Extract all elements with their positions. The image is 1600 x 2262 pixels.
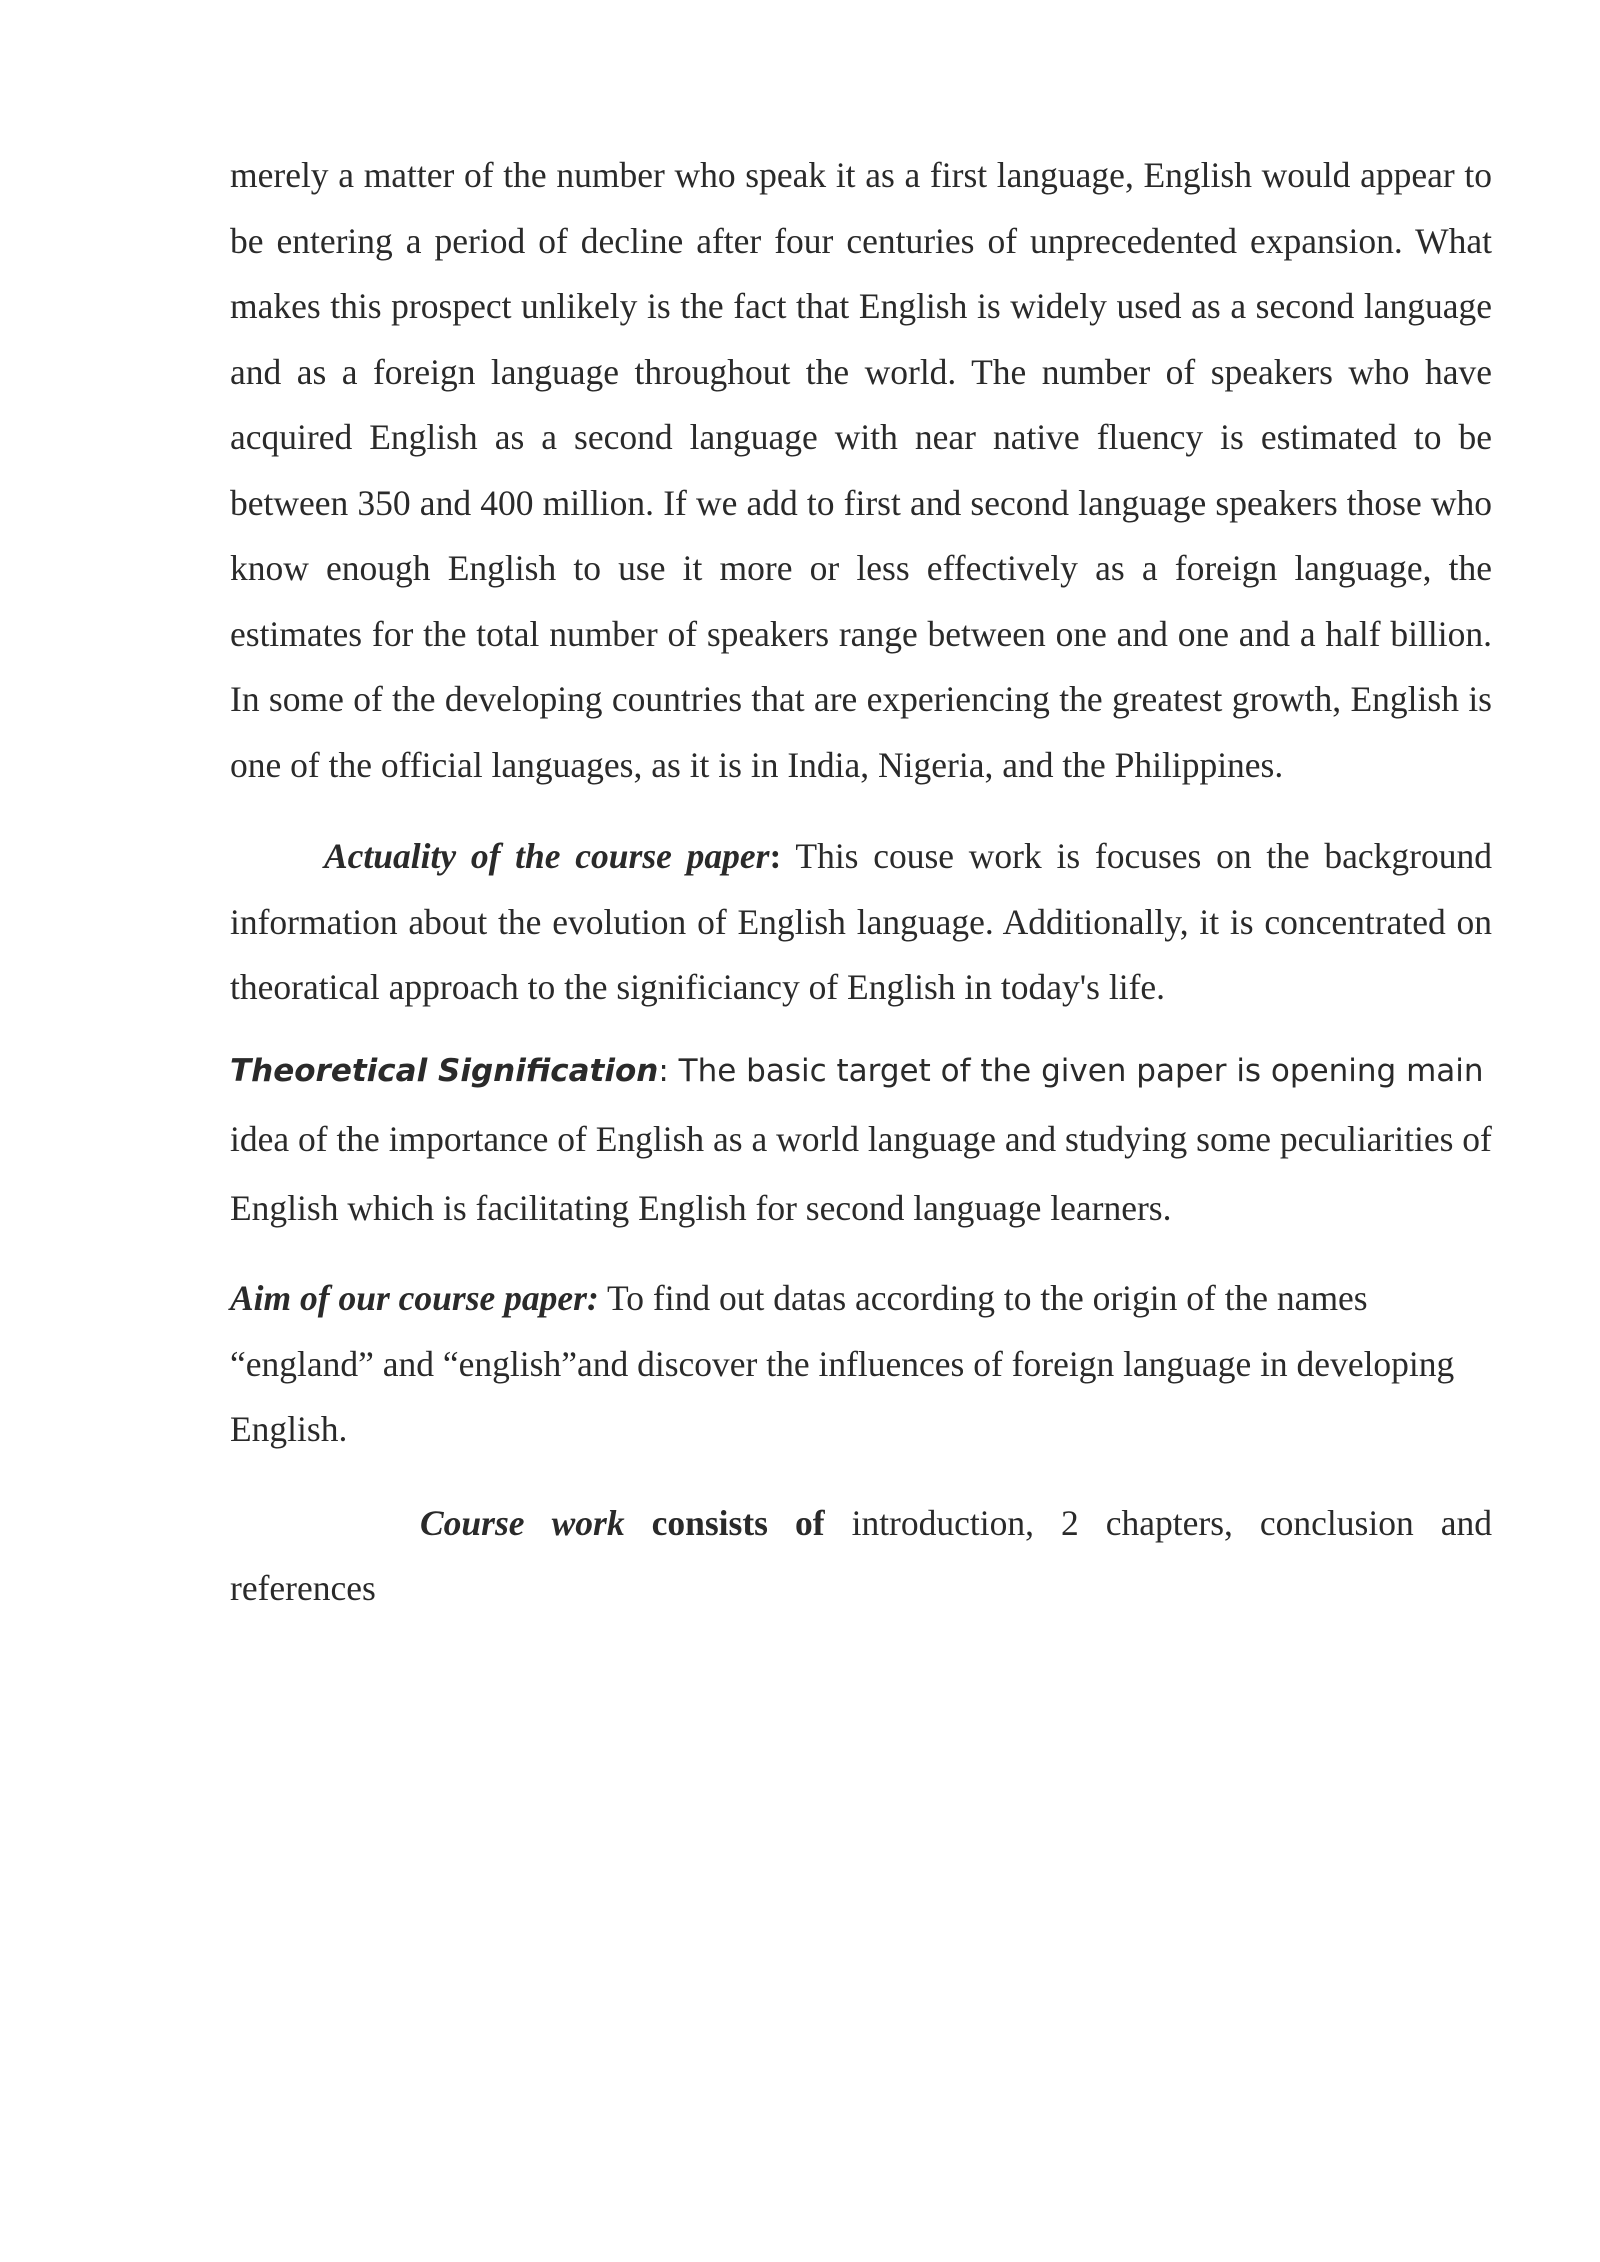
actuality-text: This couse work is focuses on the background information about the evolution of English language. Additionally, it is concentrated on theoratical approach to the significiancy of English in today's life. <box>230 836 1493 1007</box>
aim-text: To find out datas according to the origin of the names “england” and “english”and discover the influences of foreign language in developing English. <box>230 1278 1455 1449</box>
document-body <box>230 143 1492 1622</box>
actuality-paragraph <box>230 824 1492 1021</box>
structure-heading-bold: consists of <box>624 1502 825 1543</box>
intro-paragraph-text: merely a matter of the number who speak it as a first language, English would appear to be entering a period of decline after four centuries of unprecedented expansion. What makes this prospect unlikely is the fact that English is widely used as a second language and as a foreign language throughout the world. The number of speakers who have acquired English as a second language with near native fluency is estimated to be between 350 and 400 million. If we add to first and second language speakers those who know enough English to use it more or less effectively as a foreign language, the estimates for the total number of speakers range between one and one and a half billion. In some of the developing countries that are experiencing the greatest growth, English is one of the official languages, as it is in India, Nigeria, and the Philippines. <box>230 155 1492 785</box>
actuality-heading: Actuality of the course paper <box>324 836 770 876</box>
structure-heading-italic: Course work <box>420 1502 625 1543</box>
aim-paragraph <box>230 1266 1492 1463</box>
theoretical-colon: : <box>658 1052 669 1089</box>
structure-paragraph <box>230 1491 1492 1622</box>
theoretical-heading: Theoretical Signification <box>230 1052 659 1089</box>
aim-heading: Aim of our course paper: <box>230 1278 599 1318</box>
intro-paragraph <box>230 143 1492 798</box>
actuality-colon: : <box>769 836 782 876</box>
structure-text: introduction, 2 chapters, conclusion and references <box>230 1502 1492 1608</box>
theoretical-text-first-line: The basic target of the given paper is opening main <box>668 1052 1484 1089</box>
theoretical-text: idea of the importance of English as a world language and studying some peculiarities of English which is facilitating English for second language learners. <box>230 1119 1492 1228</box>
theoretical-paragraph <box>230 1035 1492 1243</box>
